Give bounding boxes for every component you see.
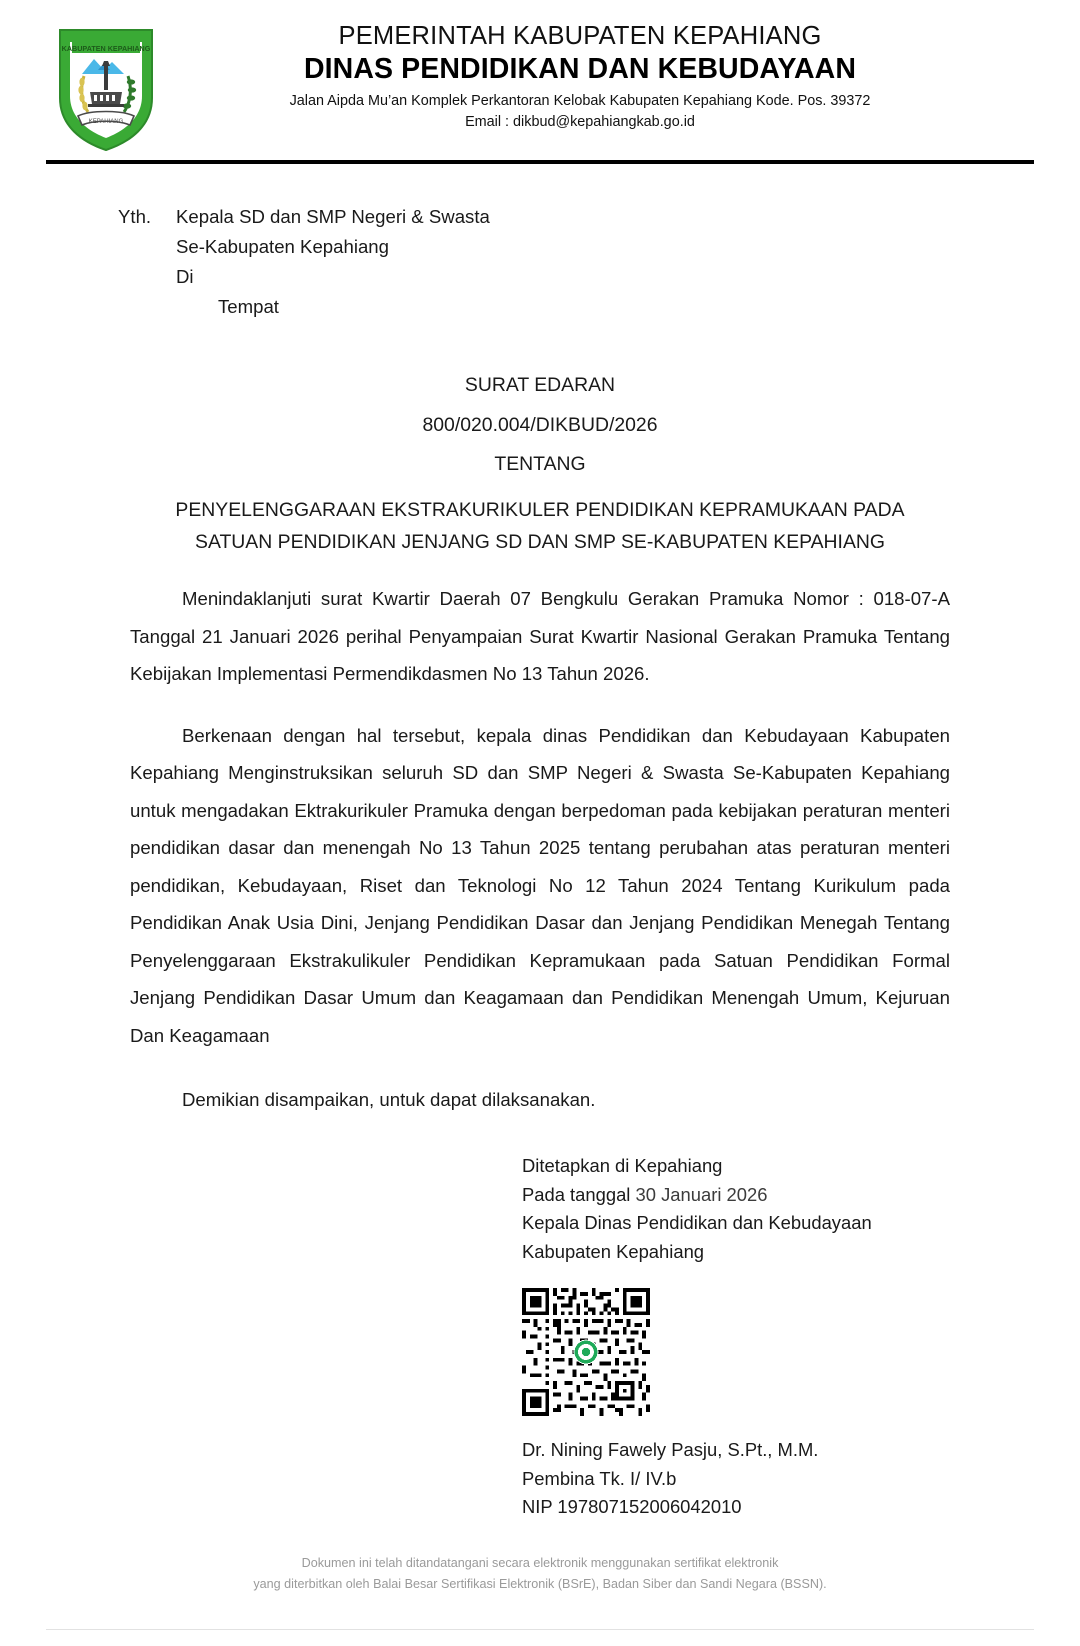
qr-code-icon <box>522 1288 650 1416</box>
footer-line-2: yang diterbitkan oleh Balai Besar Sertifikasi Elektronik (BSrE), Badan Siber dan Sandi Negara (BSSN). <box>253 1576 827 1591</box>
signer-rank: Pembina Tk. I/ IV.b <box>522 1467 677 1489</box>
letterhead <box>0 0 1080 152</box>
svg-text:KABUPATEN KEPAHIANG: KABUPATEN KEPAHIANG <box>61 44 151 53</box>
signer-name: Dr. Nining Fawely Pasju, S.Pt., M.M. <box>522 1439 819 1461</box>
department-name: DINAS PENDIDIKAN DAN KEBUDAYAAN <box>303 52 857 85</box>
title-block <box>0 376 1080 558</box>
qr-code-container <box>0 1288 1080 1416</box>
signer-position-line-1: Kepala Dinas Pendidikan dan Kebudayaan <box>522 1212 872 1234</box>
government-name: PEMERINTAH KABUPATEN KEPAHIANG <box>338 22 822 50</box>
recipient-label: Yth. <box>118 206 152 227</box>
closing-sentence: Demikian disampaikan, untuk dapat dilaksanakan. <box>182 1088 596 1110</box>
signature-date-row <box>522 1181 1080 1210</box>
about-label: TENTANG <box>494 453 586 476</box>
body-paragraph-1: Menindaklanjuti surat Kwartir Daerah 07 Bengkulu Gerakan Pramuka Nomor : 018-07-A Tanggal 21 Januari 2026 perihal Penyampaian Surat Kwartir Nasional Gerakan Pramuka Tentang Kebijakan Implementasi Permendikdasmen No 13 Tahun 2026. <box>130 587 950 685</box>
recipient-block <box>118 202 1080 322</box>
office-address: Jalan Aipda Mu’an Komplek Perkantoran Kelobak Kabupaten Kepahiang Kode. Pos. 39372 <box>289 93 871 110</box>
header-divider <box>46 160 1034 164</box>
office-email: Email : dikbud@kepahiangkab.go.id <box>465 113 695 130</box>
footer-line-1: Dokumen ini telah ditandatangani secara elektronik menggunakan sertifikat elektronik <box>301 1556 779 1571</box>
recipient-line-4: Tempat <box>218 296 279 318</box>
recipient-line-2: Se-Kabupaten Kepahiang <box>176 236 389 258</box>
electronic-signature-notice <box>0 1553 1080 1594</box>
recipient-line-1: Kepala SD dan SMP Negeri & Swasta <box>176 206 490 227</box>
recipient-line-3: Di <box>176 266 194 288</box>
footer-divider <box>46 1629 1034 1630</box>
signature-place: Ditetapkan di Kepahiang <box>522 1155 723 1177</box>
body-paragraph-2: Berkenaan dengan hal tersebut, kepala dinas Pendidikan dan Kebudayaan Kabupaten Kepahiang Menginstruksikan seluruh SD dan SMP Negeri & Swasta Se-Kabupaten Kepahiang untuk mengadakan Ektrakurikuler Pramuka dengan berpedoman pada kebijakan peraturan menteri pendidikan dasar dan menengah No 13 Tahun 2025 tentang perubahan atas peraturan menteri pendidikan, Kebudayaan, Riset dan Teknologi No 12 Tahun 2024 Tentang Kurikulum pada Pendidikan Anak Usia Dini, Jenjang Pendidikan Dasar dan Jenjang Pendidikan Menegah Tentang Penyelenggaraan Ekstrakulikuler Pendidikan Kepramukaan pada Satuan Pendidikan Formal Jenjang Pendidikan Dasar Umum dan Keagamaan dan Pendidikan Menengah Umum, Kejuruan Dan Keagamaan <box>130 724 950 1046</box>
letter-body <box>130 580 950 1055</box>
signer-position-line-2: Kabupaten Kepahiang <box>522 1240 705 1262</box>
recipient-row <box>118 202 1080 232</box>
crest-container <box>46 22 166 152</box>
letterhead-text <box>166 22 1034 132</box>
document-type: SURAT EDARAN <box>464 374 616 397</box>
signer-identity-block <box>0 1436 1080 1522</box>
closing-block <box>130 1081 950 1119</box>
signer-nip: NIP 197807152006042010 <box>522 1496 742 1518</box>
signature-block <box>0 1152 1080 1266</box>
qr-code-svg <box>522 1288 650 1416</box>
document-subject <box>0 495 1080 558</box>
svg-text:KEPAHIANG: KEPAHIANG <box>88 119 124 125</box>
subject-line-2: SATUAN PENDIDIKAN JENJANG SD DAN SMP SE-KABUPATEN KEPAHIANG <box>195 531 885 554</box>
signature-date-label: Pada tanggal <box>522 1183 636 1205</box>
document-number: 800/020.004/DIKBUD/2026 <box>422 413 658 436</box>
signature-date-value: 30 Januari 2026 <box>635 1183 768 1205</box>
subject-line-1: PENYELENGGARAAN EKSTRAKURIKULER PENDIDIKAN KEPRAMUKAAN PADA <box>175 498 905 521</box>
kepahiang-crest-icon <box>54 26 158 152</box>
